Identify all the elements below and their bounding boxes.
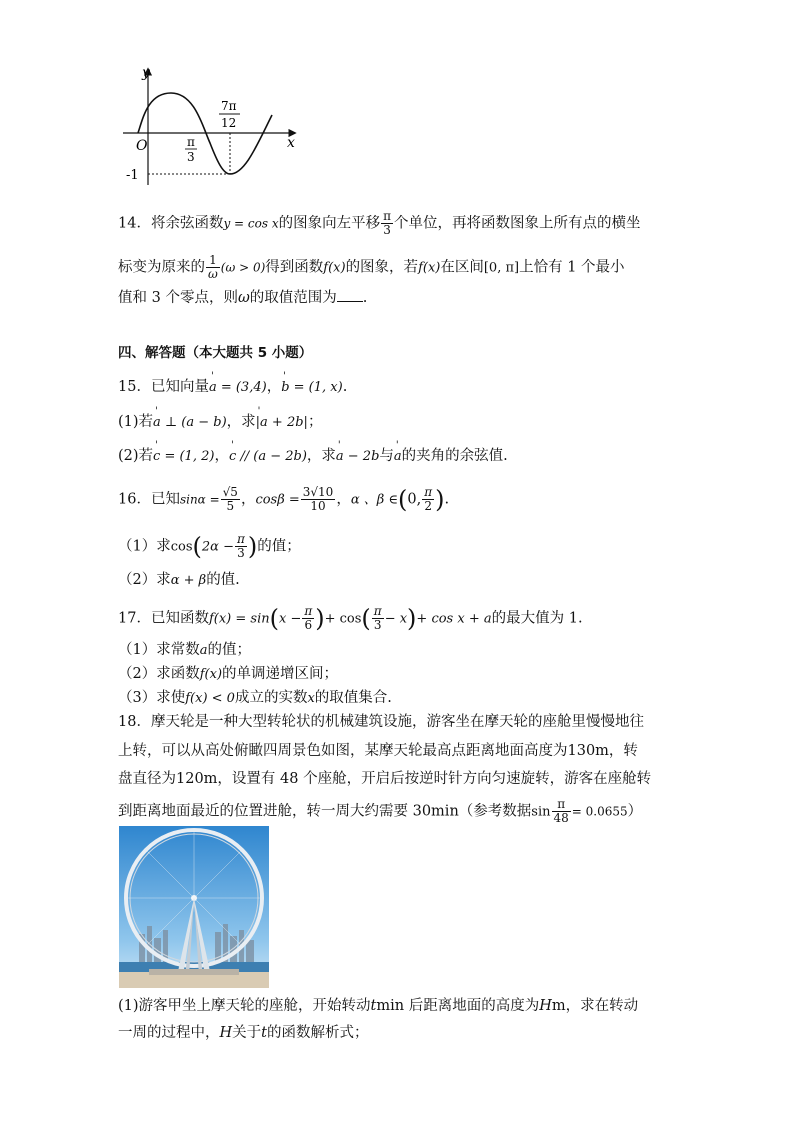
tick-pi-num: π — [187, 135, 195, 149]
q14-line1: 14．将余弦函数y = cos x的图象向左平移 $\frac{\pi}{3}$ 个单位，再将函数图象上所有点的横坐 — [118, 209, 641, 237]
x-label: x — [287, 135, 295, 151]
ferris-wheel-photo — [119, 826, 269, 988]
q16-part1: （1）求cos(2α − $\frac{\pi}{3}$ )的值； — [118, 532, 301, 561]
sine-graph — [115, 63, 305, 191]
q17-part2: （2）求函数f(x)的单调递增区间； — [118, 666, 339, 682]
tick-12-den: 12 — [221, 116, 237, 130]
q17-line1: 17．已知函数f(x) = sin(x − $\frac{\pi}{6}$ )+ cos( $\frac{\pi}{3}$ − x)+ cos x + a的最大值为 1. — [118, 604, 583, 633]
pi-over-2: $\frac{\pi}{2}$ — [424, 485, 433, 513]
pi-over-3: $\frac{\pi}{3}$ — [236, 532, 245, 560]
q14-line3: 值和 3 个零点，则ω的取值范围为 . — [118, 287, 367, 308]
q16-part2: （2）求α + β的值. — [118, 572, 240, 588]
tick-pi-den: 3 — [187, 150, 195, 164]
q16-line1: 16．已知sinα = $\frac{√5}{5}$ ，cosβ = $\frac{3√10}{10}$ ，α 、β ∈(0, $\frac{\pi}{2}$ ). — [118, 485, 450, 514]
y-label: y — [142, 65, 150, 81]
origin-label: O — [136, 138, 148, 154]
pi-over-48: $\frac{\pi}{48}$ — [553, 797, 569, 825]
q18-line3: 盘直径为120m，设置有 48 个座舱，开启后按逆时针方向匀速旋转，游客在座舱转 — [118, 771, 652, 787]
one-over-omega: $\frac{1}{\omega}$ — [208, 253, 218, 281]
answer-blank[interactable] — [337, 287, 363, 302]
3sqrt10-over-10: $\frac{3√10}{10}$ — [302, 485, 334, 513]
section-heading: 四、解答题（本大题共 5 小题） — [118, 345, 313, 361]
q18-line4: 到距离地面最近的位置进舱，转一周大约需要 30min（参考数据sin $\frac{\pi}{48}$ = 0.0655） — [118, 797, 643, 825]
q18-part1-line2: 一周的过程中，H关于t的函数解析式； — [118, 1025, 369, 1041]
q18-part1-line1: (1)游客甲坐上摩天轮的座舱，开始转动tmin 后距离地面的高度为Hm，求在转动 — [118, 998, 639, 1014]
q15-line1: 15．已知向量' a = (3,4)，' b = (1, x). — [118, 377, 347, 398]
tick-7pi-num: 7π — [221, 99, 237, 113]
sqrt5-over-5: $\frac{√5}{5}$ — [222, 485, 238, 513]
q15-part1: (1)若' a ⊥ (a − b)，求' |a + 2b|； — [118, 412, 322, 433]
q17-part1: （1）求常数a的值； — [118, 642, 251, 658]
pi-over-3: $\frac{\pi}{3}$ — [373, 604, 382, 632]
q14-line2: 标变为原来的 $\frac{1}{\omega}$ (ω > 0)得到函数f(x)的图象，若f(x)在区间[0, π]上恰有 1 个最小 — [118, 253, 625, 281]
pi-over-6: $\frac{\pi}{6}$ — [304, 604, 313, 632]
q18-line2: 上转，可以从高处俯瞰四周景色如图，某摩天轮最高点距离地面高度为130m，转 — [118, 743, 638, 759]
q18-line1: 18．摩天轮是一种大型转轮状的机械建筑设施，游客坐在摩天轮的座舱里慢慢地往 — [118, 714, 644, 730]
pi-over-3: $\frac{\pi}{3}$ — [383, 209, 391, 237]
min-label: -1 — [126, 168, 139, 183]
q17-part3: （3）求使f(x) < 0成立的实数x的取值集合. — [118, 690, 392, 706]
q15-part2: (2)若' c = (1, 2)，' c // (a − 2b)，求' a − 2b与' a的夹角的余弦值. — [118, 446, 508, 467]
